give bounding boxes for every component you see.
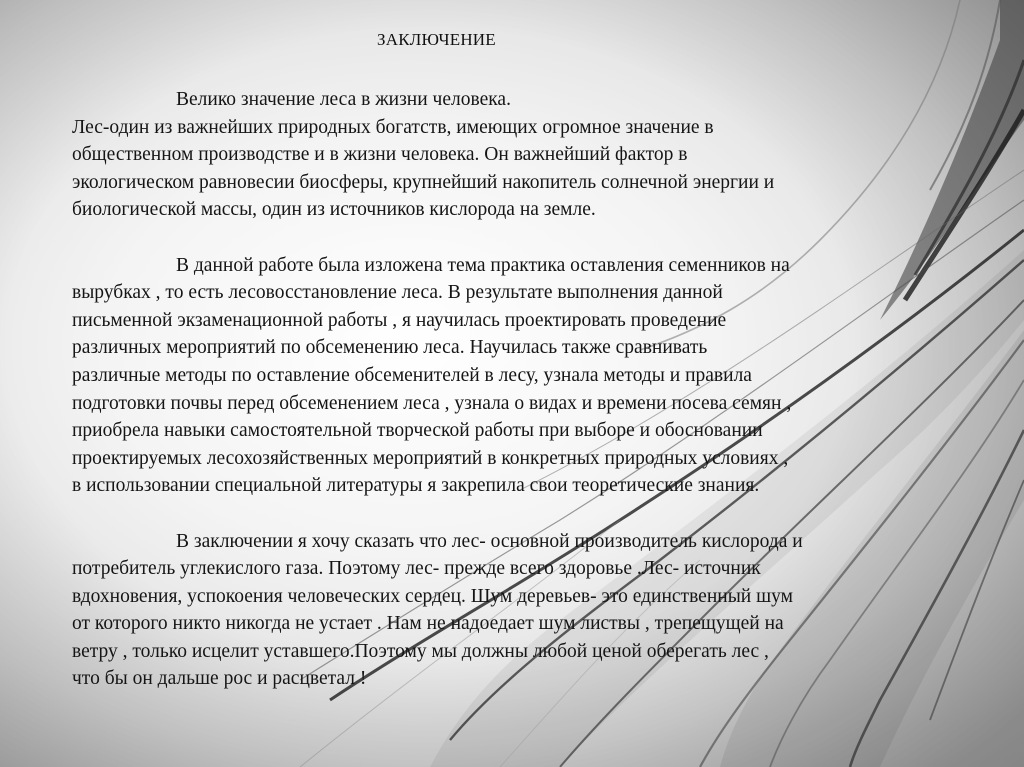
text-line: В заключении я хочу сказать что лес- основной производитель кислорода и bbox=[176, 530, 803, 552]
text-line: вдохновения, успокоения человеческих сердец. Шум деревьев- это единственный шум bbox=[72, 585, 793, 607]
text-line: различных мероприятий по обсеменению леса. Научилась также сравнивать bbox=[72, 337, 708, 359]
text-line: различные методы по оставление обсеменителей в лесу, узнала методы и правила bbox=[72, 364, 752, 386]
text-line: проектируемых лесохозяйственных мероприятий в конкретных природных условиях , bbox=[72, 447, 789, 469]
text-line: приобрела навыки самостоятельной творческой работы при выборе и обосновании bbox=[72, 420, 763, 442]
text-line: потребитель углекислого газа. Поэтому лес- прежде всего здоровье .Лес- источник bbox=[72, 558, 761, 580]
paragraph-intro bbox=[72, 86, 952, 224]
text-line: от которого никто никогда не устает . Нам не надоедает шум листвы , трепещущей на bbox=[72, 613, 784, 635]
text-line: письменной экзаменационной работы , я научилась проектировать проведение bbox=[72, 309, 727, 331]
text-line: В данной работе была изложена тема практика оставления семенников на bbox=[176, 254, 790, 276]
slide-title: ЗАКЛЮЧЕНИЕ bbox=[377, 30, 496, 49]
text-line: общественном производстве и в жизни человека. Он важнейший фактор в bbox=[72, 144, 688, 166]
text-line: экологическом равновесии биосферы, крупнейший накопитель солнечной энергии и bbox=[72, 171, 775, 193]
slide-body bbox=[72, 86, 952, 721]
text-line: вырубках , то есть лесовосстановление леса. В результате выполнения данной bbox=[72, 282, 723, 304]
paragraph-work-summary bbox=[72, 252, 952, 500]
text-line: ветру , только исцелит уставшего.Поэтому мы должны любой ценой оберегать лес , bbox=[72, 640, 769, 662]
text-line: Велико значение леса в жизни человека. bbox=[176, 89, 511, 110]
text-line: что бы он дальше рос и расцветал ! bbox=[72, 668, 367, 690]
text-line: в использовании специальной литературы я закрепила свои теоретические знания. bbox=[72, 475, 760, 497]
text-line: биологической массы, один из источников кислорода на земле. bbox=[72, 199, 596, 221]
text-line: подготовки почвы перед обсеменением леса , узнала о видах и времени посева семян , bbox=[72, 392, 792, 414]
paragraph-conclusion bbox=[72, 528, 952, 694]
text-line: Лес-один из важнейших природных богатств, имеющих огромное значение в bbox=[72, 116, 714, 138]
